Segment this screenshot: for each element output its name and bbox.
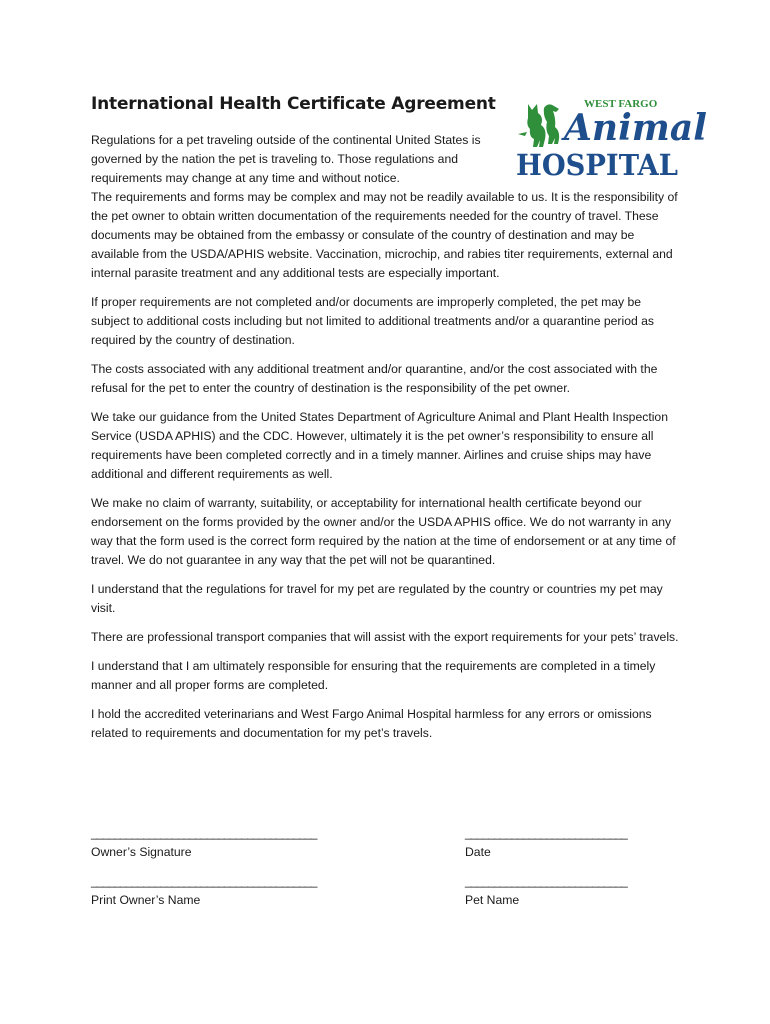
logo-line-animal: Animal [564, 107, 707, 149]
west-fargo-animal-hospital-logo [514, 96, 707, 182]
paragraph-responsibility: I understand that I am ultimately responsible for ensuring that the requirements are completed in a timely manner and all proper forms are completed. [91, 659, 656, 692]
print-name-field[interactable] [91, 874, 316, 907]
agreement-body [91, 188, 681, 753]
intro-paragraph: Regulations for a pet traveling outside of the continental United States is governed by the nation the pet is traveling to. Those regulations and requirements may change at any time and without notice. [91, 133, 481, 185]
pet-name-line[interactable]: ____________________________ [465, 874, 627, 888]
paragraph-transport-companies: There are professional transport companies that will assist with the export requirements for your pets’ travels. [91, 630, 679, 644]
paragraph-improper-requirements: If proper requirements are not completed and/or documents are improperly completed, the pet may be subject to additional costs including but not limited to additional treatments and/or a quarantine period as required by the country of destination. [91, 295, 655, 347]
pet-name-field[interactable] [465, 874, 627, 907]
paragraph-guidance: We take our guidance from the United States Department of Agriculture Animal and Plant Health Inspection Service (USDA APHIS) and the CDC. However, ultimately it is the pet owner’s responsibility to ensure all requirements have been completed correctly and in a timely manner. Airlines and cruise ships may have additional and different requirements as well. [91, 410, 668, 481]
owner-signature-line[interactable]: _______________________________________ [91, 826, 317, 840]
date-line[interactable]: ____________________________ [465, 826, 627, 840]
pet-name-label: Pet Name [465, 893, 520, 907]
logo-line-hospital: HOSPITAL [516, 148, 678, 182]
document-title: International Health Certificate Agreement [91, 94, 496, 114]
paragraph-requirements: The requirements and forms may be complex and may not be readily available to us. It is the responsibility of the pet owner to obtain written documentation of the requirements needed for the country of travel. These documents may be obtained from the embassy or consulate of the country of destination and may be available from the USDA/APHIS website. Vaccination, microchip, and rabies titer requirements, external and internal parasite treatment and any additional tests are especially important. [91, 190, 678, 280]
owner-signature-label: Owner’s Signature [91, 845, 192, 859]
paragraph-hold-harmless: I hold the accredited veterinarians and West Fargo Animal Hospital harmless for any errors or omissions related to requirements and documentation for my pet’s travels. [91, 707, 652, 740]
paragraph-costs: The costs associated with any additional treatment and/or quarantine, and/or the cost associated with the refusal for the pet to enter the country of destination is the responsibility of the pet owner. [91, 362, 658, 395]
print-name-label: Print Owner’s Name [91, 893, 201, 907]
date-field[interactable] [465, 826, 627, 859]
logo-line-west-fargo: WEST FARGO [584, 98, 658, 110]
print-name-line[interactable]: _______________________________________ [91, 874, 317, 888]
paragraph-understand-regulations: I understand that the regulations for travel for my pet are regulated by the country or countries my pet may visit. [91, 582, 663, 615]
pet-silhouettes-icon [518, 104, 559, 147]
paragraph-warranty: We make no claim of warranty, suitability, or acceptability for international health certificate beyond our endorsement on the forms provided by the owner and/or the USDA APHIS office. We do not warranty in any way that the form used is the correct form required by the nation at the time of endorsement or at any time of travel. We do not guarantee in any way that the pet will not be quarantined. [91, 496, 676, 567]
date-label: Date [465, 845, 491, 859]
owner-signature-field[interactable] [91, 826, 316, 859]
